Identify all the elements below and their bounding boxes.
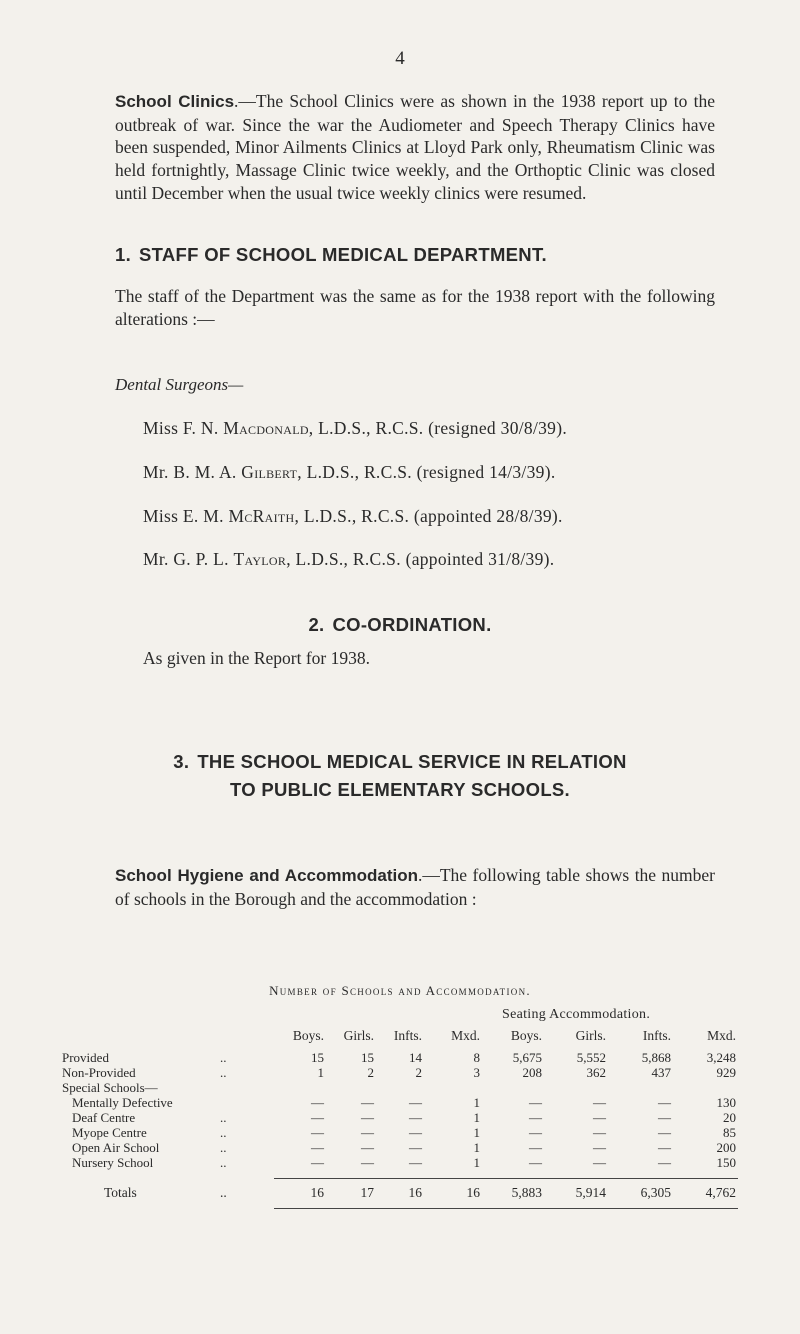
surgeon-entry — [143, 418, 567, 439]
intro-text: .—The School Clinics were as shown in the 1938 report up to the outbreak of war. Since the war the Audiometer and Speech Therapy Clinics have been suspended, Minor Ailments Clinics at Lloyd Park only, Rheumatism Clinic was held fortnightly, Massage Clinic twice weekly, and the Orthoptic Clinic was closed until December when the usual twice weekly clinics were resumed. — [115, 91, 715, 203]
section-3-title-line-2: TO PUBLIC ELEMENTARY SCHOOLS. — [229, 779, 570, 800]
table-cell: — — [409, 1140, 422, 1155]
table-row — [62, 1155, 738, 1170]
table-cell: 1 — [473, 1095, 480, 1110]
surgeon-prefix: Miss E. M. — [143, 506, 224, 526]
table-row — [62, 1095, 738, 1110]
section-2-text: As given in the Report for 1938. — [143, 648, 370, 668]
table-cell: — — [529, 1095, 542, 1110]
row-label: Nursery School — [72, 1155, 154, 1170]
table-cell: — — [529, 1125, 542, 1140]
totals-row — [62, 1179, 738, 1209]
table-cell: — — [658, 1155, 671, 1170]
table-cell: 17 — [326, 1179, 376, 1209]
section-3-heading — [0, 748, 800, 804]
surgeon-surname: Gilbert — [241, 462, 298, 482]
row-leader-dots — [220, 1095, 274, 1110]
table-cell: — — [409, 1125, 422, 1140]
section-3-paragraph — [115, 864, 715, 910]
row-label: Mentally Defective — [72, 1095, 173, 1110]
table-cell — [673, 1080, 738, 1095]
row-leader-dots: .. — [220, 1065, 227, 1080]
column-header: Infts. — [642, 1028, 671, 1043]
table-cell: 15 — [361, 1050, 374, 1065]
table-cell: — — [593, 1095, 606, 1110]
table-cell: — — [529, 1140, 542, 1155]
table-cell — [376, 1080, 424, 1095]
row-leader-dots: .. — [220, 1125, 227, 1140]
table-cell — [544, 1080, 608, 1095]
table-cell: 1 — [473, 1155, 480, 1170]
table-cell — [424, 1080, 482, 1095]
table-cell: — — [658, 1125, 671, 1140]
table-cell: — — [593, 1140, 606, 1155]
table-cell: 362 — [586, 1065, 606, 1080]
table-row — [62, 1065, 738, 1080]
table-cell — [608, 1080, 673, 1095]
table-cell: — — [361, 1140, 374, 1155]
table-header-row — [62, 1028, 738, 1050]
surgeon-suffix: , L.D.S., R.C.S. (resigned 30/8/39). — [308, 418, 568, 438]
table-cell: 16 — [376, 1179, 424, 1209]
row-label: Open Air School — [72, 1140, 160, 1155]
table-cell: — — [361, 1155, 374, 1170]
accommodation-table — [62, 1028, 738, 1209]
table-cell — [326, 1080, 376, 1095]
dental-surgeons-subheading: Dental Surgeons— — [115, 375, 244, 394]
intro-lead: School Clinics — [115, 92, 235, 111]
surgeon-prefix: Mr. G. P. L. — [143, 549, 229, 569]
table-cell: 15 — [311, 1050, 324, 1065]
table-cell — [274, 1080, 326, 1095]
row-leader-dots: .. — [220, 1110, 227, 1125]
surgeon-surname: McRaith — [228, 506, 295, 526]
section-3-number: 3. — [173, 751, 190, 772]
column-header: Girls. — [575, 1028, 606, 1043]
row-leader-dots: .. — [220, 1155, 227, 1170]
header-label — [62, 1028, 220, 1050]
row-label: Provided — [62, 1050, 109, 1065]
table-cell: 2 — [415, 1065, 422, 1080]
table-row — [62, 1050, 738, 1065]
table-cell: — — [311, 1140, 324, 1155]
table-cell: — — [593, 1110, 606, 1125]
table-cell: — — [593, 1155, 606, 1170]
table-cell: 1 — [473, 1110, 480, 1125]
table-cell: 1 — [473, 1140, 480, 1155]
seating-accommodation-header: Seating Accommodation. — [502, 1007, 651, 1022]
table-cell: — — [529, 1110, 542, 1125]
column-header: Infts. — [393, 1028, 422, 1043]
table-cell: 5,883 — [482, 1179, 544, 1209]
table-cell: 150 — [716, 1155, 736, 1170]
section-1-heading — [115, 241, 547, 269]
table-cell: 437 — [651, 1065, 671, 1080]
row-leader-dots: .. — [220, 1185, 227, 1200]
table-cell: 5,868 — [641, 1050, 671, 1065]
table-cell: 16 — [274, 1179, 326, 1209]
section-1-title: STAFF OF SCHOOL MEDICAL DEPARTMENT. — [139, 244, 547, 265]
column-header: Mxd. — [451, 1028, 480, 1043]
table-cell: 208 — [522, 1065, 542, 1080]
table-cell: — — [409, 1110, 422, 1125]
surgeon-suffix: , L.D.S., R.C.S. (appointed 28/8/39). — [294, 506, 563, 526]
column-header: Girls. — [343, 1028, 374, 1043]
row-label: Myope Centre — [72, 1125, 147, 1140]
surgeon-suffix: , L.D.S., R.C.S. (resigned 14/3/39). — [297, 462, 556, 482]
table-cell: 16 — [424, 1179, 482, 1209]
section-2-title: CO-ORDINATION. — [332, 614, 492, 635]
table-spacer-row — [62, 1170, 738, 1179]
surgeon-entry — [143, 462, 556, 483]
section-3-lead: School Hygiene and Accommodation — [115, 866, 418, 885]
section-3-title-line-1: THE SCHOOL MEDICAL SERVICE IN RELATION — [197, 751, 627, 772]
table-cell: 5,914 — [544, 1179, 608, 1209]
table-cell: — — [311, 1155, 324, 1170]
table-cell: 4,762 — [673, 1179, 738, 1209]
table-cell: 20 — [723, 1110, 736, 1125]
table-cell: — — [593, 1125, 606, 1140]
header-spacer — [220, 1028, 274, 1050]
table-cell: 8 — [473, 1050, 480, 1065]
table-cell: — — [311, 1125, 324, 1140]
table-cell: 929 — [716, 1065, 736, 1080]
table-cell: — — [658, 1095, 671, 1110]
table-row — [62, 1110, 738, 1125]
row-leader-dots: .. — [220, 1140, 227, 1155]
table-cell: — — [409, 1155, 422, 1170]
table-cell: — — [658, 1110, 671, 1125]
table-cell: 3,248 — [706, 1050, 736, 1065]
row-leader-dots — [220, 1080, 274, 1095]
surgeon-entry — [143, 549, 554, 570]
table-row — [62, 1080, 738, 1095]
surgeon-entry — [143, 506, 563, 527]
table-cell: — — [361, 1095, 374, 1110]
table-cell: 130 — [716, 1095, 736, 1110]
section-1-number: 1. — [115, 244, 132, 265]
section-1-text: The staff of the Department was the same as for the 1938 report with the following alterations :— — [115, 286, 715, 329]
table-cell: 5,675 — [512, 1050, 542, 1065]
surgeon-prefix: Miss F. N. — [143, 418, 219, 438]
table-cell: 1 — [473, 1125, 480, 1140]
row-leader-dots: .. — [220, 1050, 227, 1065]
section-2-number: 2. — [308, 614, 325, 635]
table-cell: — — [658, 1140, 671, 1155]
page-number: 4 — [395, 48, 405, 69]
section-2-heading — [0, 611, 800, 639]
table-cell: — — [311, 1110, 324, 1125]
intro-paragraph — [115, 90, 715, 205]
table-cell: 200 — [716, 1140, 736, 1155]
row-label: Totals — [104, 1185, 137, 1200]
table-cell: — — [361, 1125, 374, 1140]
table-cell: — — [361, 1110, 374, 1125]
surgeon-surname: Taylor — [233, 549, 287, 569]
column-header: Boys. — [510, 1028, 542, 1043]
column-header: Mxd. — [707, 1028, 736, 1043]
section-3-text: .—The following table shows the number of schools in the Borough and the accommodation : — [115, 865, 715, 909]
table-cell: — — [311, 1095, 324, 1110]
table-cell: 2 — [367, 1065, 374, 1080]
table-cell: 1 — [317, 1065, 324, 1080]
table-cell: 6,305 — [608, 1179, 673, 1209]
row-label: Deaf Centre — [72, 1110, 136, 1125]
table-cell: 85 — [723, 1125, 736, 1140]
table-cell: 3 — [473, 1065, 480, 1080]
table-row — [62, 1140, 738, 1155]
spacer-cell — [62, 1170, 738, 1179]
table-cell: — — [409, 1095, 422, 1110]
surgeon-prefix: Mr. B. M. A. — [143, 462, 237, 482]
table-cell: — — [529, 1155, 542, 1170]
table-row — [62, 1125, 738, 1140]
table-title: Number of Schools and Accommodation. — [269, 983, 531, 998]
column-header: Boys. — [292, 1028, 324, 1043]
surgeon-suffix: , L.D.S., R.C.S. (appointed 31/8/39). — [286, 549, 555, 569]
table-cell: 14 — [409, 1050, 422, 1065]
table-cell — [482, 1080, 544, 1095]
row-label: Special Schools— — [62, 1080, 158, 1095]
surgeon-surname: Macdonald — [223, 418, 309, 438]
row-label: Non-Provided — [62, 1065, 136, 1080]
table-cell: 5,552 — [576, 1050, 606, 1065]
